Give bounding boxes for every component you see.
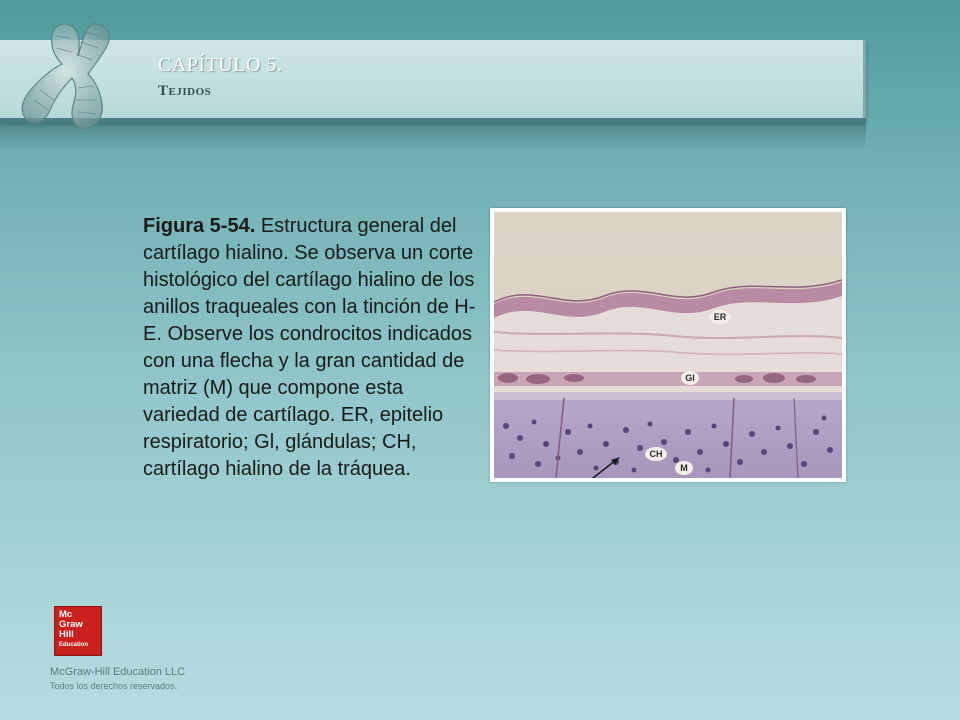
svg-text:ER: ER [713,312,727,322]
svg-text:CH: CH [649,449,663,459]
logo-line-2: Graw [59,619,83,630]
histology-micrograph [494,212,842,478]
logo-line-1: Mc [59,609,73,620]
chapter-title: CAPÍTULO 5. [158,54,283,76]
label-gl [681,371,699,385]
logo-line-4: Education [59,642,89,648]
footer-company: McGraw-Hill Education LLC [50,666,186,678]
label-m [675,461,693,475]
chapter-subtitle: Tejidos [158,83,212,99]
figure-caption [143,213,478,483]
caption-text: Estructura general del cartílago hialino. Se observa un corte histológico del cartílago hialino de los anillos traqueales con la tinción de H-E. Observe los condrocitos indicados con una flecha y la gran cantidad de matriz (M) que compone esta variedad de cartílago. ER, epitelio respiratorio; Gl, glándulas; CH, cartílago hialino de la tráquea. [143,215,476,480]
chromosome-graphic [14,14,144,144]
label-er [709,310,731,324]
mcgraw-hill-logo [54,606,102,656]
footer-rights: Todos los derechos reservados. [50,681,178,691]
figure-label: Figura 5-54. [143,215,256,237]
histology-figure [490,208,846,482]
logo-line-3: Hill [59,629,74,640]
svg-text:M: M [680,463,688,473]
svg-text:Gl: Gl [685,373,695,383]
label-ch [645,447,667,461]
